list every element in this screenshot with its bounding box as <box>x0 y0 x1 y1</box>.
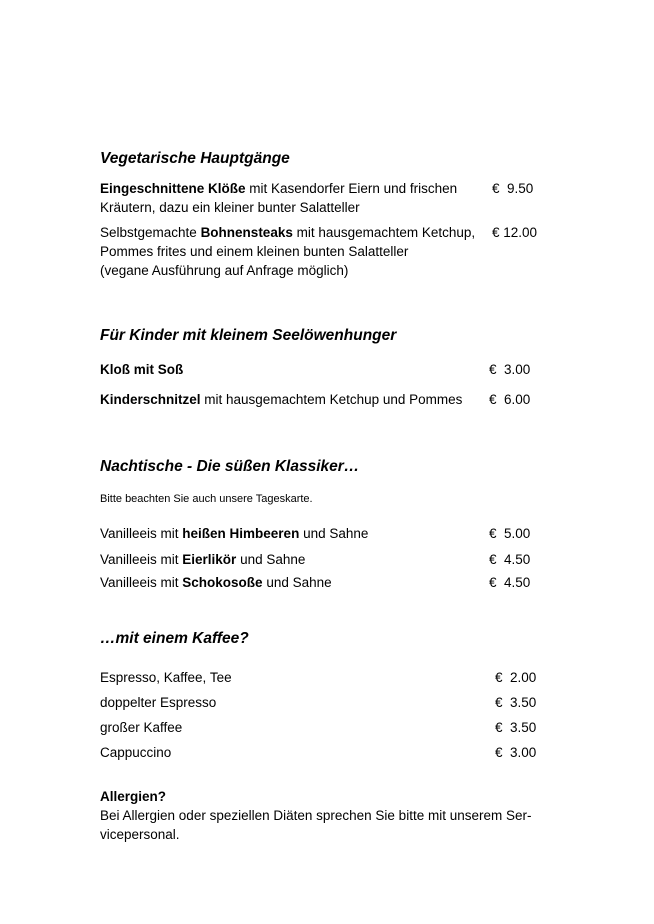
item-prefix: Vanilleeis mit <box>100 526 183 541</box>
allergy-text <box>100 806 560 844</box>
allergy-title: Allergien? <box>100 789 167 804</box>
item-price: € 4.50 <box>489 552 531 567</box>
item-extra: (vegane Ausführung auf Anfrage möglich) <box>100 263 349 278</box>
menu-item-himbeeren <box>100 524 485 543</box>
menu-item-kloesse <box>100 179 485 217</box>
section-title-kids: Für Kinder mit kleinem Seelöwenhunger <box>100 327 397 344</box>
item-desc: mit hausgemachtem Ketchup, Pommes frites und einem kleinen bunten Salatteller <box>100 225 476 259</box>
menu-item-eierlikoer <box>100 550 485 569</box>
item-name: Eingeschnittene Klöße <box>100 181 246 196</box>
item-name: Kloß mit Soß <box>100 362 184 377</box>
item-desc: mit hausgemachtem Ketchup und Pommes <box>200 392 463 407</box>
item-prefix: Vanilleeis mit <box>100 552 183 567</box>
item-price: € 5.00 <box>489 526 531 541</box>
section-title-dessert: Nachtische - Die süßen Klassiker… <box>100 458 360 475</box>
item-price: € 6.00 <box>489 392 531 407</box>
menu-item-doppelter-espresso: doppelter Espresso <box>100 695 217 710</box>
menu-item-kloss <box>100 360 485 379</box>
allergy-text-line-1: Bei Allergien oder speziellen Diäten sprechen Sie bitte mit unserem Ser- <box>100 808 532 823</box>
section-title-vegetarian: Vegetarische Hauptgänge <box>100 150 290 167</box>
item-desc: und Sahne <box>299 526 369 541</box>
item-price: € 4.50 <box>489 575 531 590</box>
item-name: Bohnensteaks <box>200 225 293 240</box>
item-price: € 3.00 <box>489 362 531 377</box>
menu-item-grosser-kaffee: großer Kaffee <box>100 720 183 735</box>
menu-item-cappuccino: Cappuccino <box>100 745 172 760</box>
item-desc: mit Kasendorfer Eiern und frischen Kräutern, dazu ein kleiner bunter Salatteller <box>100 181 458 215</box>
item-desc: und Sahne <box>236 552 306 567</box>
menu-item-espresso-kaffee-tee: Espresso, Kaffee, Tee <box>100 670 232 685</box>
item-price: € 3.50 <box>495 720 537 735</box>
item-prefix: Vanilleeis mit <box>100 575 183 590</box>
item-prefix: Selbstgemachte <box>100 225 201 240</box>
item-name: Eierlikör <box>182 552 237 567</box>
item-name: Kinderschnitzel <box>100 392 201 407</box>
item-desc: und Sahne <box>262 575 332 590</box>
tageskarte-note: Bitte beachten Sie auch unsere Tageskarte. <box>100 493 313 505</box>
allergy-text-line-2: vicepersonal. <box>100 827 180 842</box>
item-price: € 9.50 <box>492 181 534 196</box>
item-name: Schokosoße <box>182 575 263 590</box>
menu-item-kinderschnitzel <box>100 390 490 409</box>
item-price: € 3.00 <box>495 745 537 760</box>
item-price: € 12.00 <box>492 225 538 240</box>
item-name: heißen Himbeeren <box>182 526 300 541</box>
menu-item-bohnensteaks <box>100 223 485 280</box>
item-price: € 3.50 <box>495 695 537 710</box>
menu-item-schokososse <box>100 573 485 592</box>
section-title-coffee: …mit einem Kaffee? <box>100 630 249 647</box>
item-price: € 2.00 <box>495 670 537 685</box>
